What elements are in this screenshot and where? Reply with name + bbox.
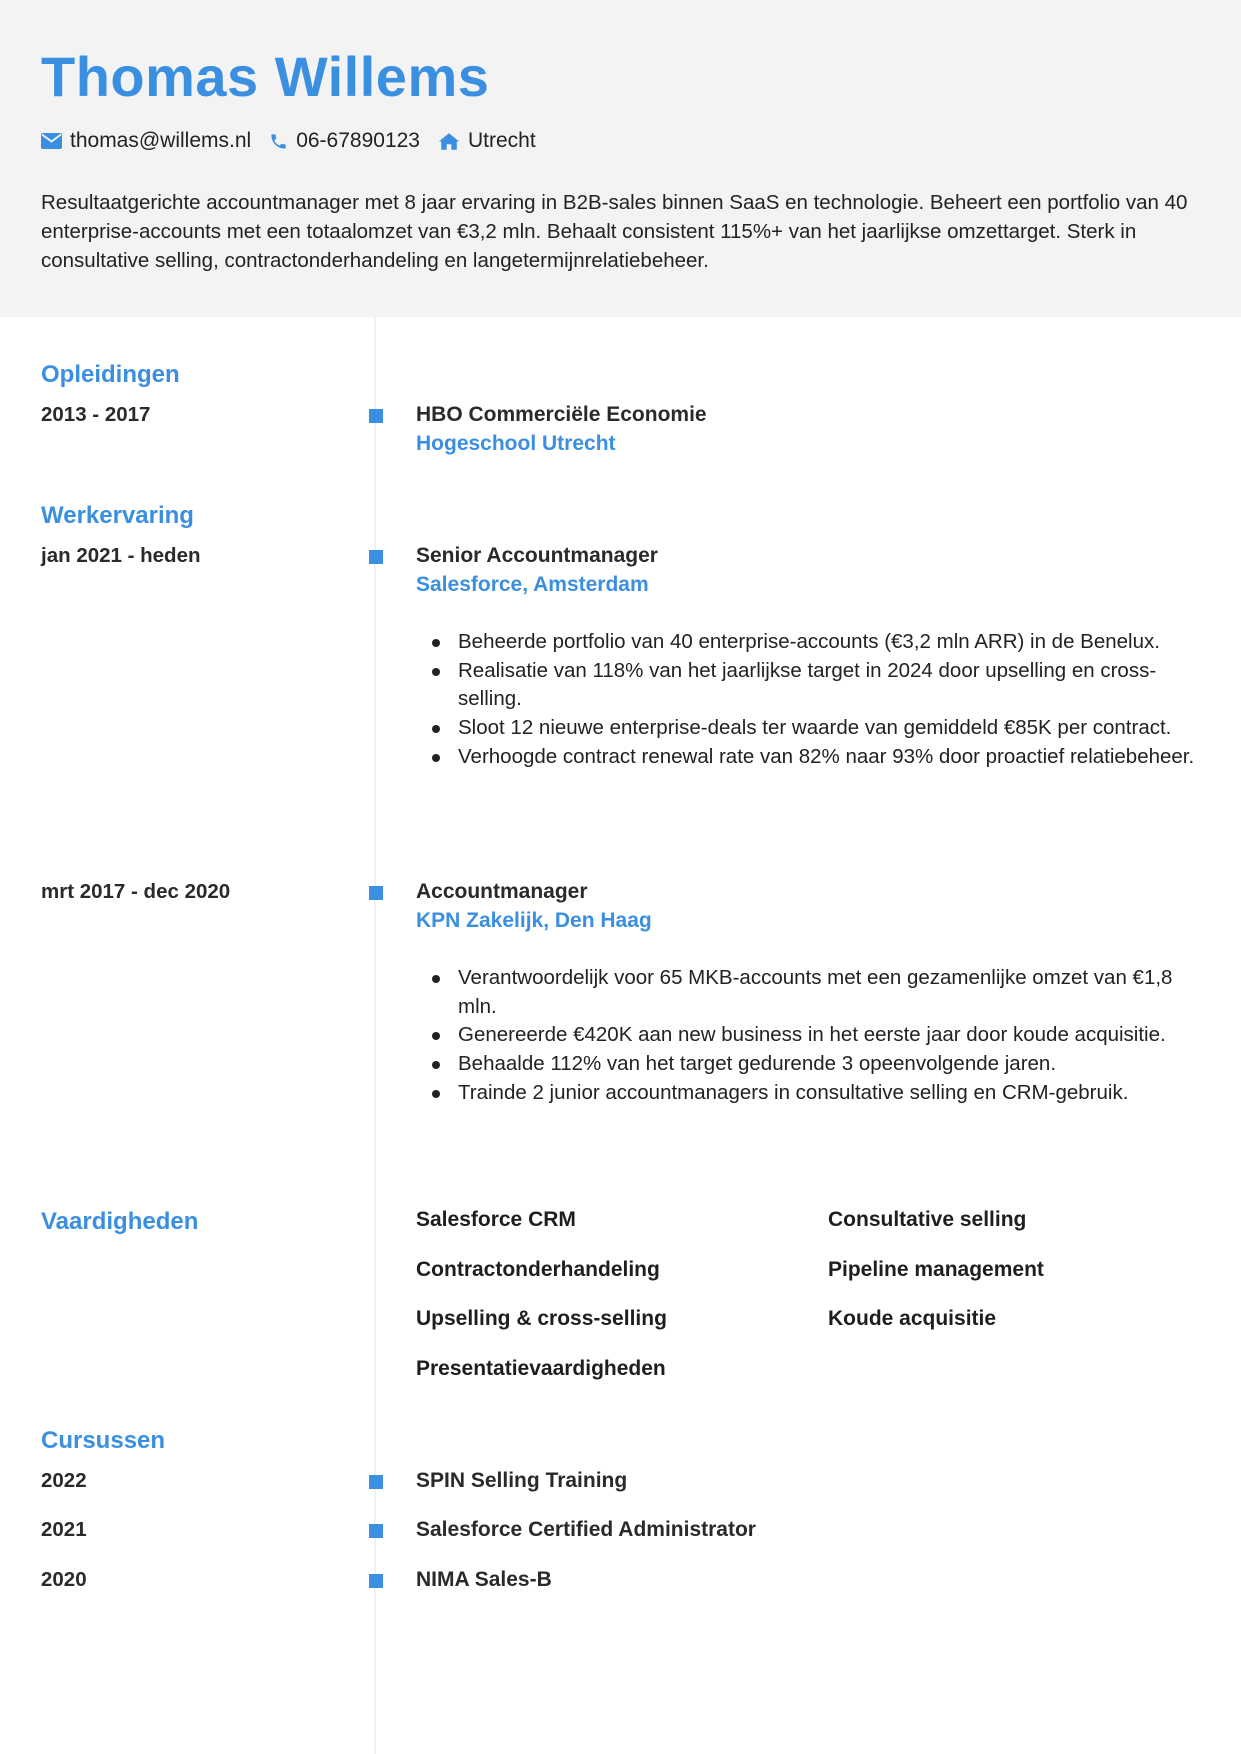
timeline-marker	[369, 409, 383, 423]
timeline-marker	[369, 1475, 383, 1489]
phone-text: 06-67890123	[296, 129, 420, 152]
education-school: Hogeschool Utrecht	[416, 432, 616, 455]
skill-item: Salesforce CRM	[416, 1208, 576, 1231]
experience-company: Salesforce, Amsterdam	[416, 573, 649, 596]
timeline-line	[374, 317, 376, 1754]
home-icon	[438, 132, 460, 151]
timeline-marker	[369, 886, 383, 900]
timeline-marker	[369, 550, 383, 564]
email-text: thomas@willems.nl	[70, 129, 252, 152]
course-name: Salesforce Certified Administrator	[416, 1518, 756, 1541]
contact-bar	[41, 129, 554, 153]
list-item: Trainde 2 junior accountmanagers in consultative selling en CRM-gebruik.	[416, 1079, 1196, 1108]
list-item: Realisatie van 118% van het jaarlijkse target in 2024 door upselling en cross-selling.	[416, 657, 1196, 714]
course-name: NIMA Sales-B	[416, 1568, 552, 1591]
skill-item: Upselling & cross-selling	[416, 1307, 667, 1330]
skill-item: Pipeline management	[828, 1258, 1044, 1281]
course-year: 2021	[41, 1518, 87, 1541]
contact-phone[interactable]	[269, 129, 420, 153]
section-title-education: Opleidingen	[41, 361, 180, 388]
contact-location	[438, 129, 536, 153]
list-item: Verantwoordelijk voor 65 MKB-accounts met een gezamenlijke omzet van €1,8 mln.	[416, 964, 1196, 1021]
candidate-name: Thomas Willems	[41, 45, 490, 108]
experience-date: mrt 2017 - dec 2020	[41, 880, 231, 903]
list-item: Beheerde portfolio van 40 enterprise-accounts (€3,2 mln ARR) in de Benelux.	[416, 628, 1196, 657]
header	[0, 0, 1241, 317]
skill-item: Contractonderhandeling	[416, 1258, 660, 1281]
course-year: 2020	[41, 1568, 87, 1591]
section-title-skills: Vaardigheden	[41, 1208, 199, 1235]
profile-summary: Resultaatgerichte accountmanager met 8 jaar ervaring in B2B-sales binnen SaaS en technologie. Beheert een portfolio van 40 enterprise-accounts met een totaalomzet van €3,2 mln. Behaalt consistent 115%+ van het jaarlijkse omzettarget. Sterk in consultative selling, contractonderhandeling en langetermijnrelatiebeheer.	[41, 191, 1188, 272]
skill-item: Presentatievaardigheden	[416, 1357, 666, 1380]
experience-company: KPN Zakelijk, Den Haag	[416, 909, 652, 932]
education-date: 2013 - 2017	[41, 403, 151, 426]
section-title-experience: Werkervaring	[41, 502, 194, 529]
course-name: SPIN Selling Training	[416, 1469, 628, 1492]
list-item: Verhoogde contract renewal rate van 82% naar 93% door proactief relatiebeheer.	[416, 743, 1196, 772]
timeline-marker	[369, 1524, 383, 1538]
experience-date: jan 2021 - heden	[41, 544, 201, 567]
skill-item: Koude acquisitie	[828, 1307, 997, 1330]
envelope-icon	[41, 133, 62, 149]
course-year: 2022	[41, 1469, 87, 1492]
education-degree: HBO Commerciële Economie	[416, 403, 707, 426]
section-title-courses: Cursussen	[41, 1427, 166, 1454]
list-item: Sloot 12 nieuwe enterprise-deals ter waarde van gemiddeld €85K per contract.	[416, 714, 1196, 743]
list-item: Behaalde 112% van het target gedurende 3 opeenvolgende jaren.	[416, 1050, 1196, 1079]
timeline-marker	[369, 1574, 383, 1588]
skill-item: Consultative selling	[828, 1208, 1027, 1231]
experience-role: Accountmanager	[416, 880, 588, 903]
contact-email[interactable]	[41, 129, 251, 153]
list-item: Genereerde €420K aan new business in het eerste jaar door koude acquisitie.	[416, 1021, 1196, 1050]
experience-bullets	[416, 628, 1196, 772]
experience-bullets	[416, 964, 1196, 1108]
location-text: Utrecht	[468, 129, 536, 152]
phone-icon	[269, 132, 288, 151]
experience-role: Senior Accountmanager	[416, 544, 658, 567]
